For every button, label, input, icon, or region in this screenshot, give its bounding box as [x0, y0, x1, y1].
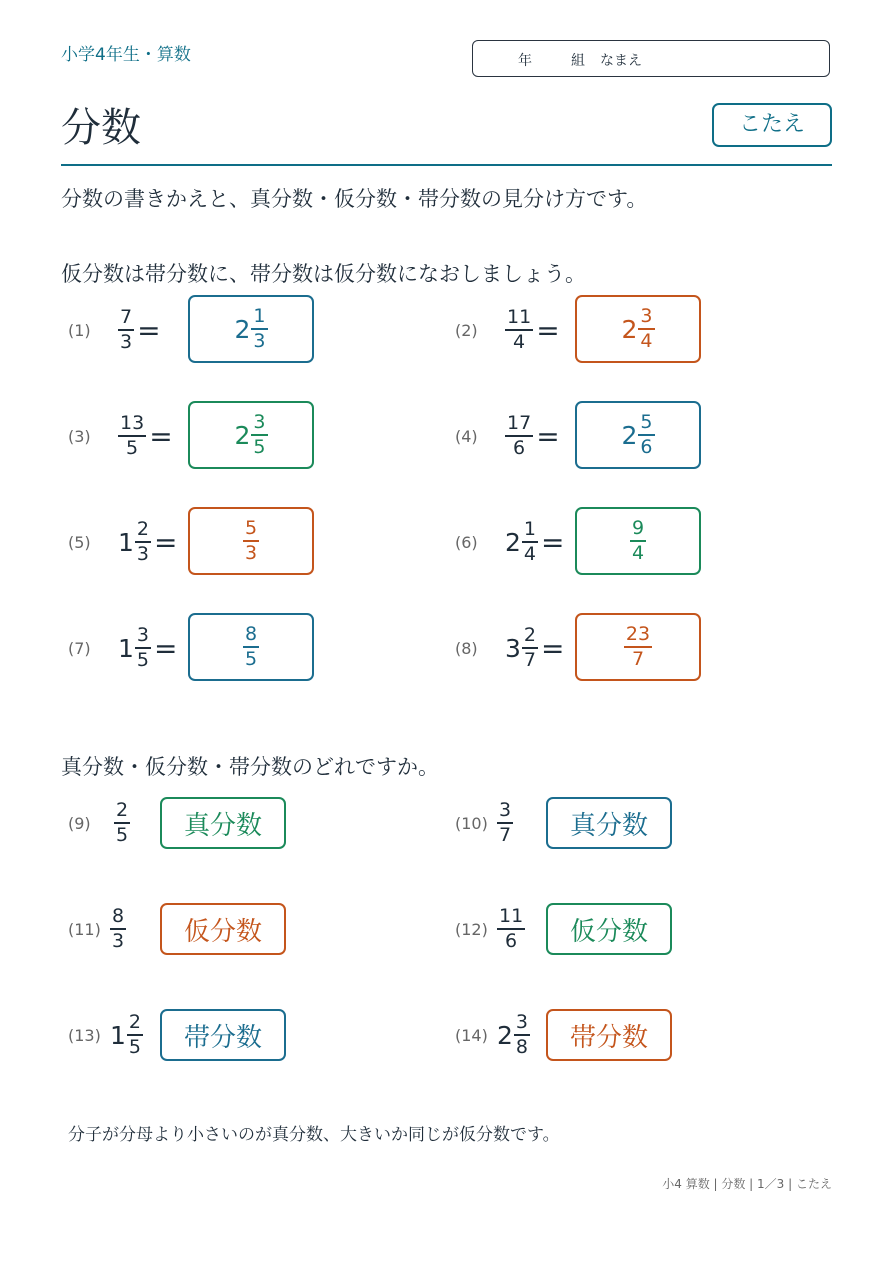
question-item	[455, 507, 564, 577]
fraction-numerator: 2	[136, 518, 149, 541]
answer-numerator: 23	[625, 623, 651, 646]
answer-fraction	[638, 413, 654, 457]
whole-number: 1	[110, 1020, 126, 1050]
fraction-numerator: 7	[120, 306, 133, 329]
section1-heading: 仮分数は帯分数に、帯分数は仮分数になおしましょう。	[61, 262, 586, 286]
question-item	[68, 295, 161, 365]
whole-number: 2	[497, 1020, 513, 1050]
question-number: (6)	[455, 532, 478, 552]
question-item	[455, 788, 513, 858]
page-footer: 小4 算数 | 分数 | 1／3 | こたえ	[662, 1177, 832, 1191]
section2-heading: 真分数・仮分数・帯分数のどれですか。	[61, 755, 439, 779]
answer-denominator: 3	[253, 329, 266, 352]
whole-number: 2	[505, 527, 521, 557]
fraction	[497, 907, 525, 951]
equals-sign: =	[541, 525, 565, 559]
fraction	[114, 801, 130, 845]
equals-sign: =	[536, 419, 560, 453]
question-item	[68, 613, 177, 683]
answer-box[interactable]: 真分数	[160, 797, 286, 849]
answer-fraction	[624, 625, 652, 669]
class-label: 組	[571, 53, 585, 69]
question-number: (10)	[455, 813, 488, 833]
answer-badge: こたえ	[712, 103, 832, 147]
whole-number: 1	[118, 633, 134, 663]
answer-box[interactable]: 仮分数	[160, 903, 286, 955]
answer-denominator: 6	[640, 435, 653, 458]
answer-whole-number: 2	[621, 314, 638, 344]
answer-box[interactable]: 仮分数	[546, 903, 672, 955]
fraction-numerator: 11	[499, 905, 524, 928]
fraction-numerator: 1	[523, 518, 536, 541]
answer-box[interactable]: 帯分数	[160, 1009, 286, 1061]
fraction-denominator: 4	[513, 330, 526, 353]
fraction-numerator: 3	[499, 799, 512, 822]
answer-denominator: 4	[631, 541, 645, 564]
answer-box[interactable]	[188, 507, 314, 575]
question-item	[68, 507, 177, 577]
fraction-denominator: 5	[136, 648, 149, 671]
question-number: (7)	[68, 638, 91, 658]
question-item	[68, 788, 130, 858]
question-item	[455, 613, 564, 683]
question-item	[455, 1000, 530, 1070]
answer-numerator: 1	[253, 305, 266, 328]
answer-box[interactable]: 真分数	[546, 797, 672, 849]
answer-box[interactable]: 帯分数	[546, 1009, 672, 1061]
fraction-denominator: 5	[128, 1035, 141, 1058]
answer-whole-number: 2	[234, 420, 251, 450]
fraction	[118, 414, 146, 458]
fraction-numerator: 11	[507, 306, 532, 329]
equals-sign: =	[149, 419, 173, 453]
question-item	[68, 401, 173, 471]
fraction-denominator: 5	[116, 823, 129, 846]
answer-box[interactable]	[575, 295, 701, 363]
answer-denominator: 4	[640, 329, 653, 352]
question-number: (5)	[68, 532, 91, 552]
question-number: (12)	[455, 919, 488, 939]
answer-numerator: 5	[640, 411, 653, 434]
equals-sign: =	[536, 313, 560, 347]
answer-numerator: 3	[253, 411, 266, 434]
answer-numerator: 5	[244, 517, 258, 540]
fraction-numerator: 8	[112, 905, 125, 928]
answer-fraction	[251, 307, 267, 351]
answer-denominator: 5	[244, 647, 258, 670]
question-number: (13)	[68, 1025, 101, 1045]
note-text: 分子が分母より小さいのが真分数、大きいか同じが仮分数です。	[68, 1125, 560, 1145]
fraction-numerator: 2	[128, 1011, 141, 1034]
question-number: (11)	[68, 919, 101, 939]
fraction	[135, 520, 151, 564]
fraction-denominator: 7	[523, 648, 536, 671]
answer-fraction	[630, 519, 646, 563]
answer-denominator: 3	[244, 541, 258, 564]
fraction	[497, 801, 513, 845]
fraction	[522, 626, 538, 670]
answer-whole-number: 2	[621, 420, 638, 450]
answer-box[interactable]	[575, 613, 701, 681]
fraction-denominator: 4	[523, 542, 536, 565]
equals-sign: =	[541, 631, 565, 665]
answer-box[interactable]	[575, 401, 701, 469]
title-divider	[61, 164, 832, 166]
question-item	[68, 1000, 143, 1070]
fraction	[110, 907, 126, 951]
fraction	[118, 308, 134, 352]
fraction-numerator: 2	[116, 799, 129, 822]
fraction	[522, 520, 538, 564]
whole-number: 1	[118, 527, 134, 557]
fraction-numerator: 2	[523, 624, 536, 647]
fraction	[505, 414, 533, 458]
fraction	[127, 1013, 143, 1057]
fraction-denominator: 5	[126, 436, 139, 459]
fraction-denominator: 3	[112, 929, 125, 952]
subject-label: 小学4年生・算数	[61, 45, 191, 65]
answer-fraction	[638, 307, 654, 351]
answer-fraction	[243, 519, 259, 563]
year-label: 年	[518, 53, 532, 69]
fraction-denominator: 6	[505, 929, 518, 952]
fraction-numerator: 13	[120, 412, 145, 435]
fraction-numerator: 3	[515, 1011, 528, 1034]
fraction-denominator: 7	[499, 823, 512, 846]
equals-sign: =	[154, 631, 178, 665]
page-title: 分数	[61, 105, 141, 151]
question-number: (1)	[68, 320, 91, 340]
whole-number: 3	[505, 633, 521, 663]
fraction-denominator: 3	[120, 330, 133, 353]
question-number: (4)	[455, 426, 478, 446]
question-number: (2)	[455, 320, 478, 340]
fraction	[514, 1013, 530, 1057]
answer-box[interactable]	[188, 295, 314, 363]
question-number: (8)	[455, 638, 478, 658]
answer-whole-number: 2	[234, 314, 251, 344]
answer-numerator: 9	[631, 517, 645, 540]
question-number: (9)	[68, 813, 91, 833]
fraction-numerator: 3	[136, 624, 149, 647]
answer-numerator: 8	[244, 623, 258, 646]
name-field[interactable]	[472, 40, 830, 77]
question-item	[455, 401, 560, 471]
name-label: なまえ	[600, 53, 642, 69]
answer-box[interactable]	[188, 401, 314, 469]
fraction-denominator: 8	[515, 1035, 528, 1058]
question-item	[68, 894, 126, 964]
answer-fraction	[243, 625, 259, 669]
answer-denominator: 5	[253, 435, 266, 458]
answer-denominator: 7	[631, 647, 645, 670]
question-number: (3)	[68, 426, 91, 446]
fraction-denominator: 6	[513, 436, 526, 459]
fraction-denominator: 3	[136, 542, 149, 565]
intro-text: 分数の書きかえと、真分数・仮分数・帯分数の見分け方です。	[61, 187, 648, 211]
fraction-numerator: 17	[507, 412, 532, 435]
question-item	[455, 295, 560, 365]
fraction	[505, 308, 533, 352]
equals-sign: =	[154, 525, 178, 559]
answer-numerator: 3	[640, 305, 653, 328]
equals-sign: =	[137, 313, 161, 347]
fraction	[135, 626, 151, 670]
answer-box[interactable]	[575, 507, 701, 575]
question-item	[455, 894, 525, 964]
answer-box[interactable]	[188, 613, 314, 681]
question-number: (14)	[455, 1025, 488, 1045]
answer-fraction	[251, 413, 267, 457]
